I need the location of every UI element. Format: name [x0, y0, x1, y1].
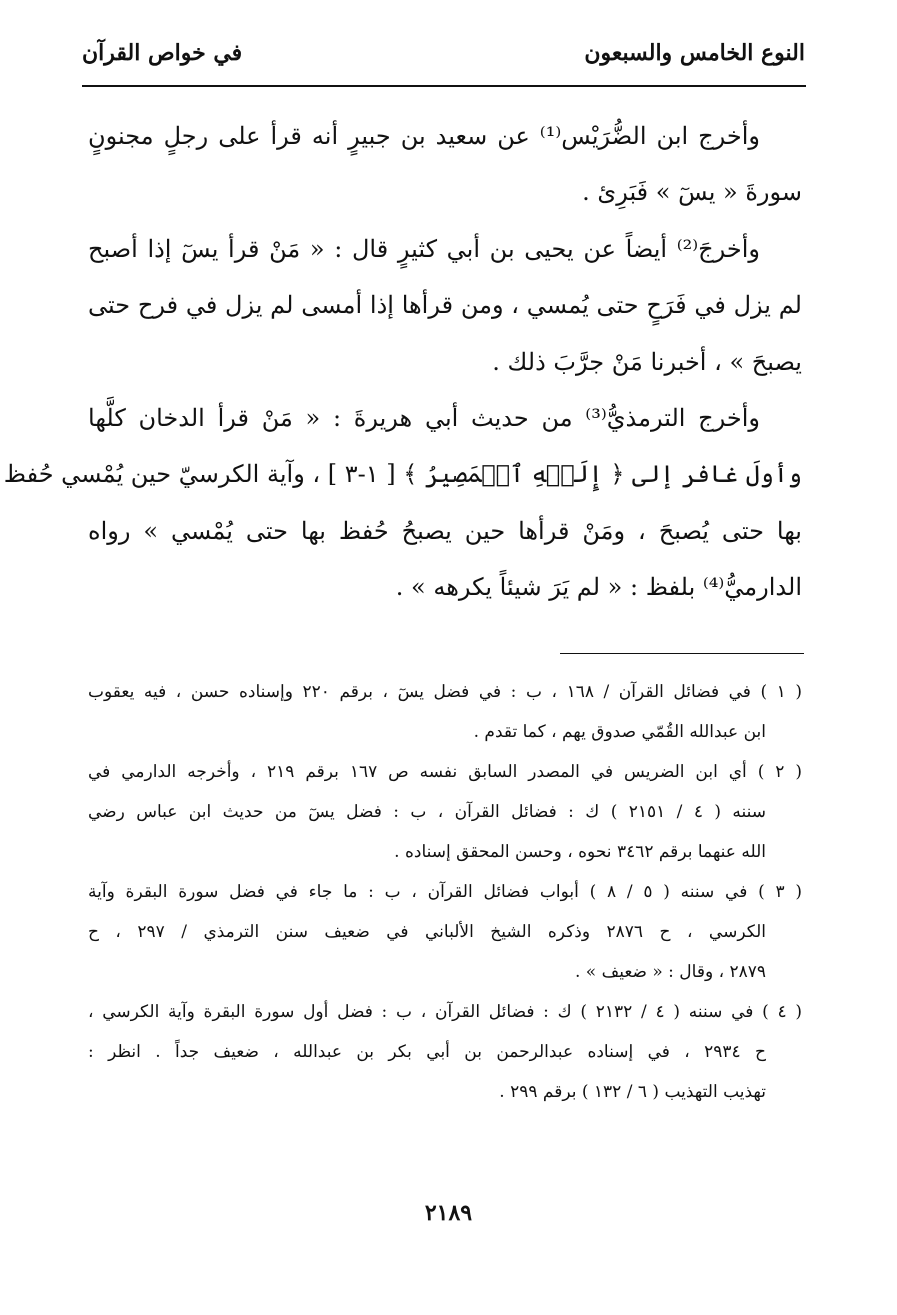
running-header-book-title: في خواص القرآن: [82, 40, 243, 66]
main-text: [3, 108, 802, 616]
body-line: يصبحَ » ، أخبرنا مَنْ جرَّبَ ذلك .: [492, 347, 802, 376]
footnote-line: ٢٨٧٩ ، وقال : « ضعيف » .: [574, 962, 766, 982]
footnote-line: ( ٤ ) في سننه ( ٤ / ٢١٣٢ ) ك : فضائل القرآن ، ب : فضل أول سورة البقرة وآية الكرسي ،: [88, 1002, 802, 1022]
footnote-line: ( ٢ ) أي ابن الضريس في المصدر السابق نفسه ص ١٦٧ برقم ٢١٩ ، وأخرجه الدارمي في: [88, 762, 802, 782]
running-header-section-title: النوع الخامس والسبعون: [584, 40, 805, 66]
footnote-line: تهذيب التهذيب ( ٦ / ١٣٢ ) برقم ٢٩٩ .: [499, 1082, 766, 1102]
body-line: وأولَ غافر إلى ﴿ إِلَيۡهِ ٱلۡمَصِيرُ ﴾ [ ١-٣ ] ، وآية الكرسيّ حين يُمْسي حُفظ: [3, 460, 802, 489]
body-line: وأخرج الترمذيُّ⁽³⁾ من حديث أبي هريرةَ : « مَنْ قرأ الدخان كلَّها: [88, 403, 760, 432]
footnote-line: ح ٢٩٣٤ ، في إسناده عبدالرحمن بن أبي بكر بن عبدالله ، ضعيف جداً . انظر :: [88, 1042, 766, 1062]
body-line: بها حتى يُصبحَ ، ومَنْ قرأها حين يصبحُ حُفظ بها حتى يُمْسي » رواه: [88, 516, 802, 545]
body-line: وأخرجَ⁽²⁾ أيضاً عن يحيى بن أبي كثيرٍ قال : « مَنْ قرأ يسٓ إذا أصبح: [88, 234, 760, 263]
footnote-line: الله عنهما برقم ٣٤٦٢ نحوه ، وحسن المحقق إسناده .: [394, 842, 766, 862]
footnote-line: ( ١ ) في فضائل القرآن / ١٦٨ ، ب : في فضل يسٓ ، برقم ٢٢٠ وإسناده حسن ، فيه يعقوب: [88, 682, 802, 702]
body-line: وأخرج ابن الضُّرَيْس⁽¹⁾ عن سعيد بن جبيرٍ أنه قرأ على رجلٍ مجنونٍ: [88, 122, 760, 150]
footnotes: [88, 672, 802, 1112]
footnote-line: الكرسي ، ح ٢٨٧٦ وذكره الشيخ الألباني في ضعيف سنن الترمذي / ٢٩٧ ، ح: [88, 922, 766, 942]
page-number: ٢١٨٩: [424, 1200, 473, 1226]
body-line: لم يزل في فَرَحٍ حتى يُمسي ، ومن قرأها إذا أمسى لم يزل في فرح حتى: [88, 291, 802, 320]
header-divider: [82, 85, 806, 87]
body-line: الدارميُّ⁽⁴⁾ بلفظ : « لم يَرَ شيئاً يكرهه » .: [395, 573, 802, 602]
footnote-line: سننه ( ٤ / ٢١٥١ ) ك : فضائل القرآن ، ب : فضل يسٓ من حديث ابن عباس رضي: [88, 802, 766, 822]
footnote-line: ( ٣ ) في سننه ( ٥ / ٨ ) أبواب فضائل القرآن ، ب : ما جاء في فضل سورة البقرة وآية: [88, 882, 802, 902]
footnote-separator: [560, 653, 804, 654]
footnote-line: ابن عبدالله القُمّي صدوق يهم ، كما تقدم .: [473, 722, 766, 742]
body-line: سورةَ « يسٓ » فَبَرِئ .: [582, 178, 802, 207]
